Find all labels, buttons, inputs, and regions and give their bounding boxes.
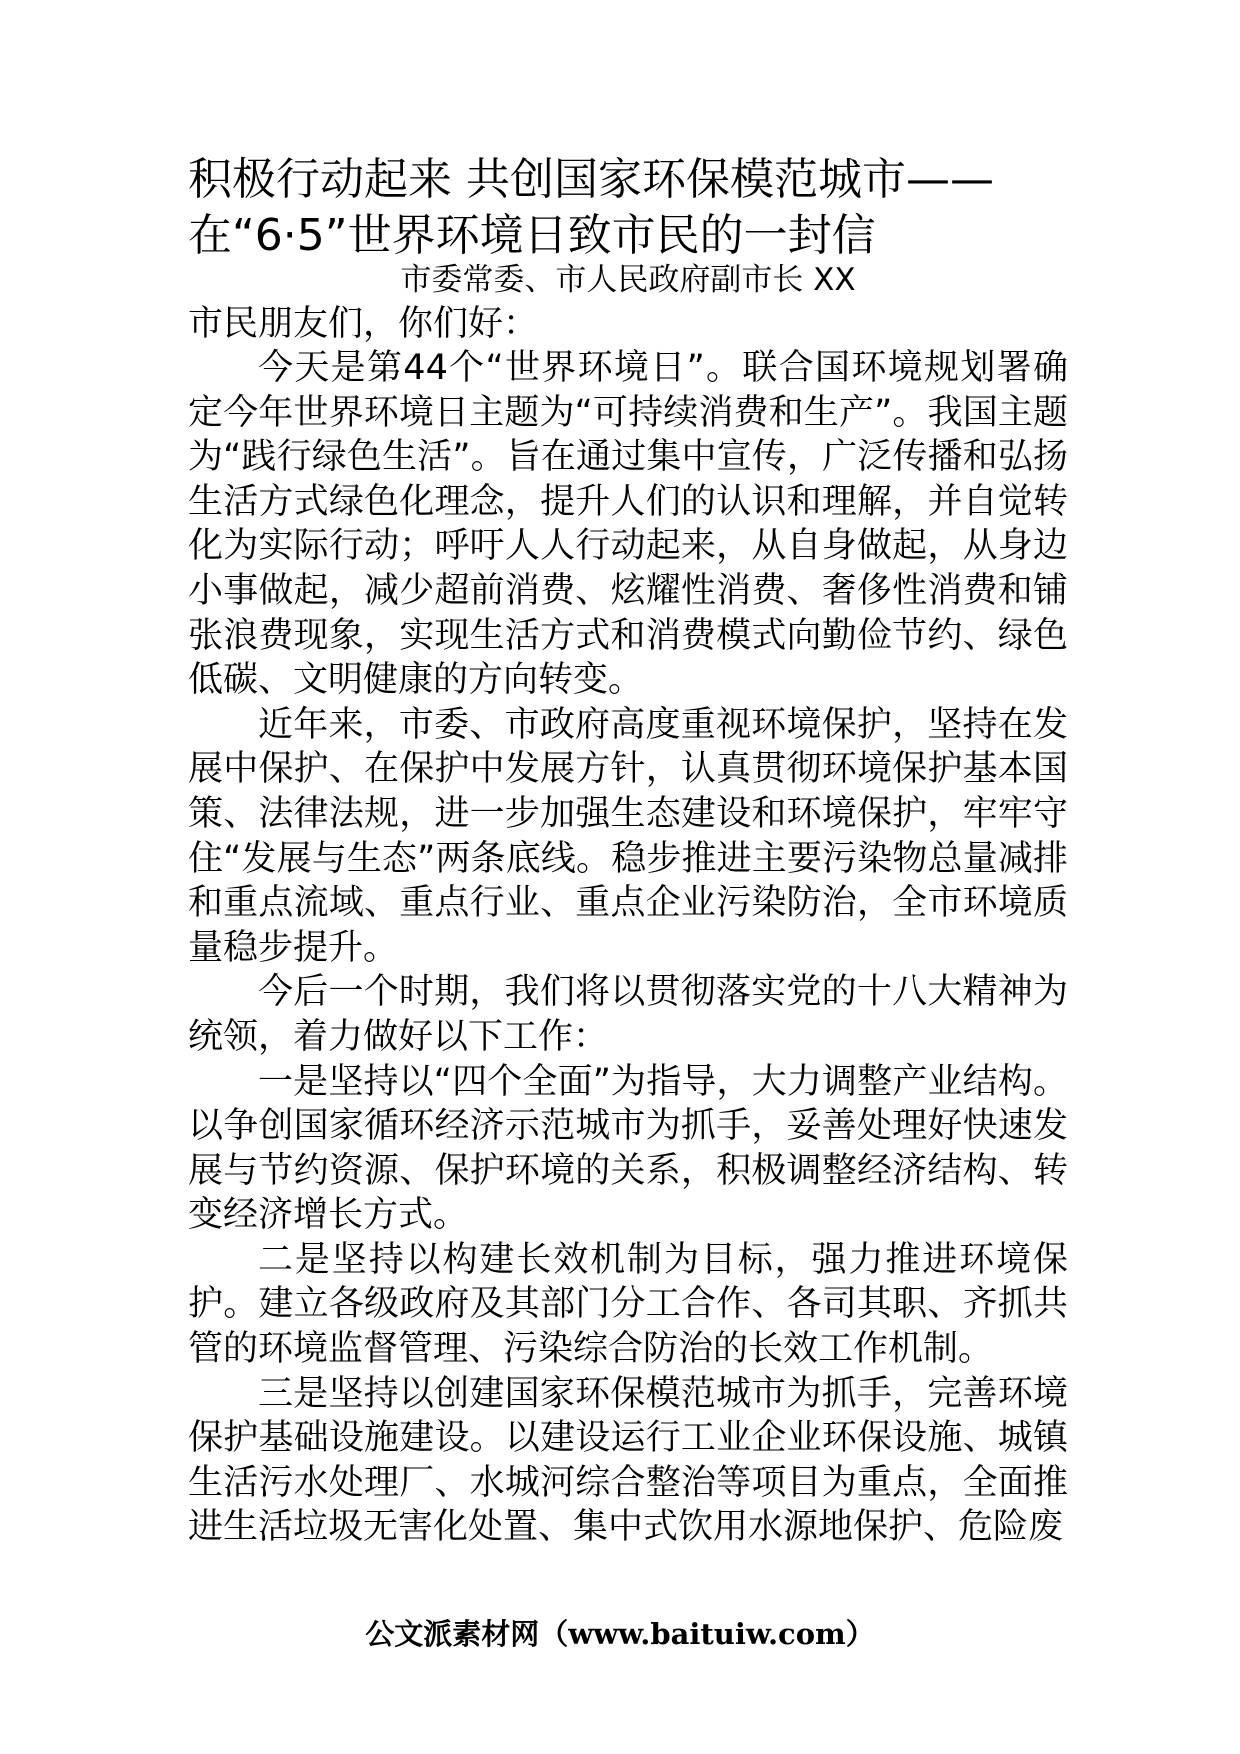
document-body (188, 346, 1068, 1550)
author-line: 市委常委、市人民政府副市长 XX (400, 262, 856, 298)
paragraph-3: 今后一个时期，我们将以贯彻落实党的十八大精神为统领，着力做好以下工作： (188, 972, 1068, 1057)
footer-watermark: 公文派素材网（www.baituiw.com） (365, 1617, 875, 1651)
title-line-1: 积极行动起来 共创国家环保模范城市—— (188, 154, 994, 205)
paragraph-2: 近年来，市委、市政府高度重视环境保护，坚持在发展中保护、在保护中发展方针，认真贯彻环境保护基本国策、法律法规，进一步加强生态建设和环境保护，牢牢守住“发展与生态”两条底线。稳步推进主要污染物总量减排和重点流域、重点行业、重点企业污染防治，全市环境质量稳步提升。 (188, 704, 1068, 968)
paragraph-6: 三是坚持以创建国家环保模范城市为抓手，完善环境保护基础设施建设。以建设运行工业企业环保设施、城镇生活污水处理厂、水城河综合整治等项目为重点，全面推进生活垃圾无害化处置、集中式饮用水源地保护、危险废 (188, 1373, 1068, 1548)
paragraph-1: 今天是第44个“世界环境日”。联合国环境规划署确定今年世界环境日主题为“可持续消费和生产”。我国主题为“践行绿色生活”。旨在通过集中宣传，广泛传播和弘扬生活方式绿色化理念，提升人们的认识和理解，并自觉转化为实际行动；呼吁人人行动起来，从自身做起，从身边小事做起，减少超前消费、炫耀性消费、奢侈性消费和铺张浪费现象，实现生活方式和消费模式向勤俭节约、绿色低碳、文明健康的方向转变。 (188, 348, 1068, 701)
title-line-2: 在“6·5”世界环境日致市民的一封信 (188, 210, 876, 261)
greeting: 市民朋友们，你们好： (188, 304, 539, 344)
paragraph-5: 二是坚持以构建长效机制为目标，强力推进环境保护。建立各级政府及其部门分工合作、各司其职、齐抓共管的环境监督管理、污染综合防治的长效工作机制。 (188, 1239, 1068, 1370)
document-title (188, 152, 1068, 264)
paragraph-4: 一是坚持以“四个全面”为指导，大力调整产业结构。以争创国家循环经济示范城市为抓手，妥善处理好快速发展与节约资源、保护环境的关系，积极调整经济结构、转变经济增长方式。 (188, 1061, 1068, 1236)
